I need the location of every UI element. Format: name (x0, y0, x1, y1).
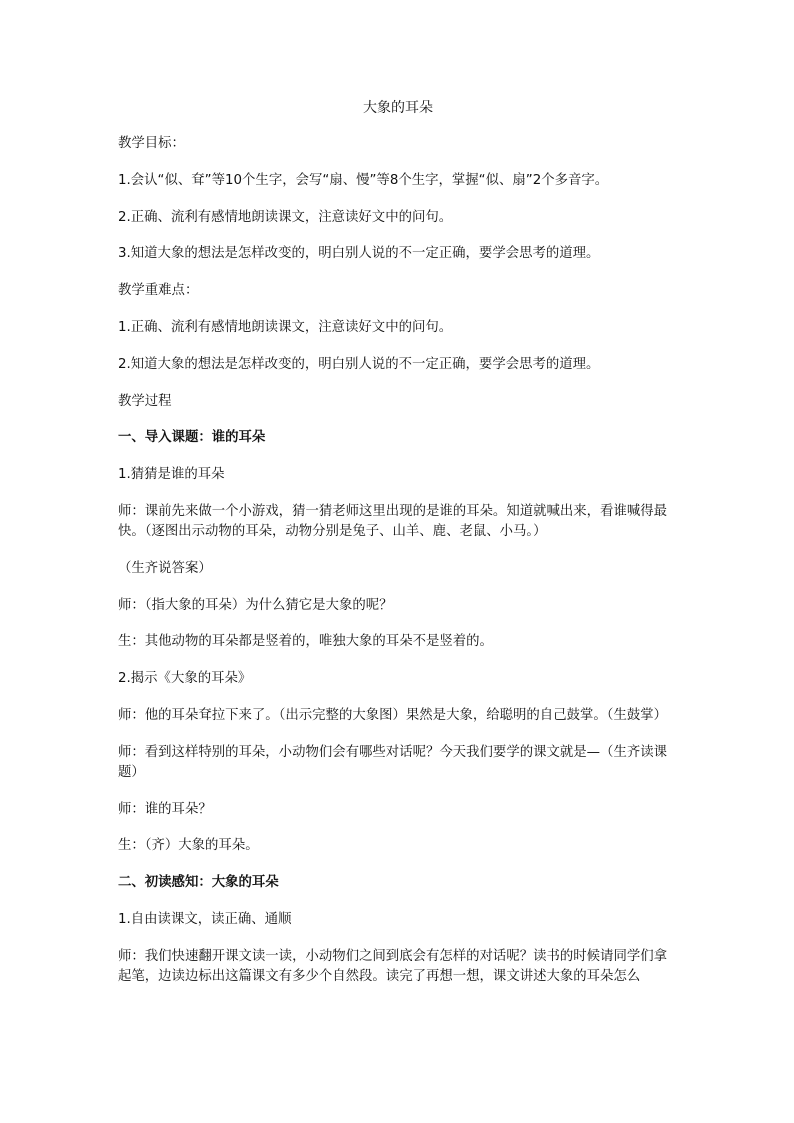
teacher-line-dialogue: 师：看到这样特别的耳朵，小动物们会有哪些对话呢？今天我们要学的课文就是—（生齐读课题） (118, 744, 668, 780)
section-heading-objectives: 教学目标： (118, 136, 185, 151)
objective-1: 1.会认“似、耷”等10个生字，会写“扇、慢”等8个生字，掌握“似、扇”2个多音字。 (118, 172, 609, 188)
teacher-line-game: 师：课前先来做一个小游戏，猜一猜老师这里出现的是谁的耳朵。知道就喊出来，看谁喊得最快。（逐图出示动物的耳朵，动物分别是兔子、山羊、鹿、老鼠、小马。） (118, 503, 668, 539)
document-title: 大象的耳朵 (363, 100, 433, 116)
student-answer-elephant-ears: 生：（齐）大象的耳朵。 (118, 838, 259, 854)
teacher-question-elephant: 师：（指大象的耳朵）为什么猜它是大象的呢？ (118, 597, 393, 613)
process-step-free-reading: 1.自由读课文，读正确、通顺 (118, 911, 292, 927)
teacher-line-reading-instructions: 师：我们快速翻开课文读一读，小动物们之间到底会有怎样的对话呢？读书的时候请同学们拿起笔，边读边标出这篇课文有多少个自然段。读完了再想一想，课文讲述大象的耳朵怎么 (118, 948, 668, 984)
key-point-2: 2.知道大象的想法是怎样改变的，明白别人说的不一定正确，要学会思考的道理。 (118, 356, 600, 372)
teacher-line-elephant-image: 师：他的耳朵耷拉下来了。（出示完整的大象图）果然是大象，给聪明的自己鼓掌。（生鼓掌） (118, 707, 668, 723)
objective-2: 2.正确、流利有感情地朗读课文，注意读好文中的问句。 (118, 209, 453, 225)
section-heading-process: 教学过程 (118, 393, 172, 409)
student-answer-note: （生齐说答案） (118, 560, 212, 576)
section-heading-key-points: 教学重难点： (118, 283, 199, 299)
process-step-guess-ear: 1.猜猜是谁的耳朵 (118, 467, 225, 483)
student-response-ears: 生：其他动物的耳朵都是竖着的，唯独大象的耳朵不是竖着的。 (118, 634, 493, 650)
key-point-1: 1.正确、流利有感情地朗读课文，注意读好文中的问句。 (118, 319, 453, 335)
process-step-reveal-title: 2.揭示《大象的耳朵》 (118, 671, 252, 687)
objective-3: 3.知道大象的想法是怎样改变的，明白别人说的不一定正确，要学会思考的道理。 (118, 246, 600, 262)
teacher-question-whose-ears: 师：谁的耳朵？ (118, 801, 212, 817)
process-heading-first-reading: 二、初读感知：大象的耳朵 (118, 875, 279, 891)
process-heading-intro: 一、导入课题：谁的耳朵 (118, 430, 266, 446)
